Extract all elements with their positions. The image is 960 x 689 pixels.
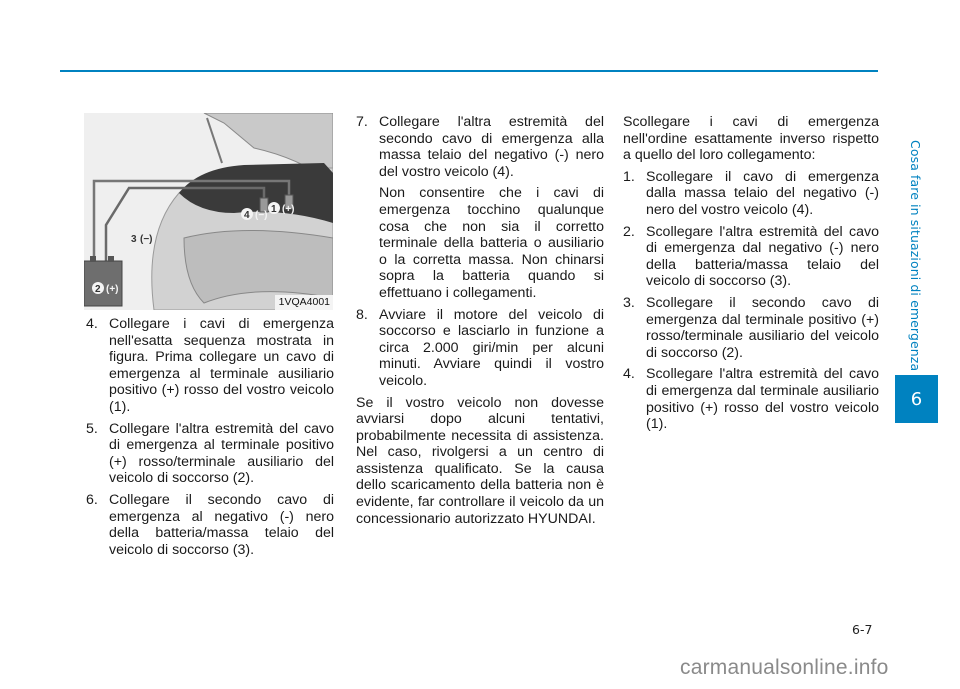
item-text: Collegare il secondo cavo di emergenza al negativo (-) nero della batteria/massa telaio del veicolo di soccorso (3).	[109, 491, 334, 558]
column-2	[356, 114, 604, 532]
list-item	[86, 316, 334, 416]
page-number: 6-7	[852, 622, 873, 637]
list-item	[86, 492, 334, 558]
list-item	[623, 224, 879, 290]
figure-code: 1VQA4001	[275, 295, 333, 310]
svg-text:3: 3	[131, 234, 137, 245]
item-number: 4.	[86, 316, 98, 332]
item-text: Scollegare il secondo cavo di emergenza dal terminale positivo (+) rosso/terminale ausiliario del veicolo di soccorso (2).	[646, 294, 879, 361]
list-item	[86, 421, 334, 487]
list-item	[356, 307, 604, 390]
item-text: Collegare l'altra estremità del cavo di emergenza al terminale positivo (+) rosso/terminale ausiliario del veicolo di soccorso (2).	[109, 420, 334, 487]
assistance-paragraph: Se il vostro veicolo non dovesse avviarsi dopo alcuni tentativi, probabilmente necessita di assistenza. Nel caso, rivolgersi a un centro di assistenza qualificato. Se la causa dello scaricamento della batteria non è evidente, far controllare il veicolo da un concessionario autorizzato HYUNDAI.	[356, 394, 604, 527]
svg-text:2: 2	[95, 284, 101, 295]
item-number: 8.	[356, 306, 368, 323]
item-text: Scollegare l'altra estremità del cavo di emergenza dal negativo (-) nero della batteria/massa telaio del veicolo di soccorso (3).	[646, 223, 879, 290]
item-text: Scollegare il cavo di emergenza dalla massa telaio del negativo (-) nero del vostro veicolo (4).	[646, 168, 879, 218]
item-number: 3.	[623, 294, 635, 311]
section-title: Cosa fare in situazioni di emergenza	[908, 140, 923, 372]
svg-text:(−): (−)	[140, 234, 153, 245]
item-text: Scollegare l'altra estremità del cavo di emergenza dal terminale ausiliario positivo (+) rosso del vostro veicolo (1).	[646, 366, 879, 433]
chapter-number: 6	[910, 388, 923, 410]
item-number: 1.	[623, 168, 635, 185]
disconnect-intro: Scollegare i cavi di emergenza nell'ordine esattamente inverso rispetto a quello del loro collegamento:	[623, 114, 879, 164]
jump-start-figure	[84, 113, 333, 310]
list-item	[356, 114, 604, 302]
item-note: Non consentire che i cavi di emergenza tocchino qualunque cosa che non sia il corretto terminale della batteria o ausiliario o la corretta massa. Non chinarsi sopra la batteria quando si effettuano i collegamenti.	[379, 185, 604, 301]
chapter-tab	[895, 375, 938, 423]
list-item	[623, 295, 879, 361]
item-text: Collegare l'altra estremità del secondo cavo di emergenza alla massa telaio del negativo (-) nero del vostro veicolo (4).	[379, 114, 604, 180]
svg-text:1: 1	[271, 204, 277, 215]
item-number: 2.	[623, 223, 635, 240]
list-item	[623, 366, 879, 432]
item-text: Avviare il motore del veicolo di soccorso e lasciarlo in funzione a circa 2.000 giri/min per alcuni minuti. Avviare quindi il vostro veicolo.	[379, 306, 604, 389]
svg-text:4: 4	[244, 210, 250, 221]
column-1	[86, 316, 334, 563]
watermark: carmanualsonline.info	[680, 656, 889, 679]
list-item	[623, 169, 879, 219]
item-number: 5.	[86, 420, 98, 437]
svg-text:(−): (−)	[255, 210, 268, 221]
svg-text:(+): (+)	[282, 204, 295, 215]
item-number: 4.	[623, 366, 635, 383]
car-engine-illustration	[84, 113, 333, 310]
item-number: 7.	[356, 114, 368, 130]
item-number: 6.	[86, 491, 98, 508]
column-3	[623, 114, 879, 438]
svg-text:(+): (+)	[106, 284, 119, 295]
item-text: Collegare i cavi di emergenza nell'esatta sequenza mostrata in figura. Prima collegare un cavo di emergenza al terminale ausiliario positivo (+) rosso del vostro veicolo (1).	[109, 316, 334, 415]
header-rule	[60, 70, 878, 72]
